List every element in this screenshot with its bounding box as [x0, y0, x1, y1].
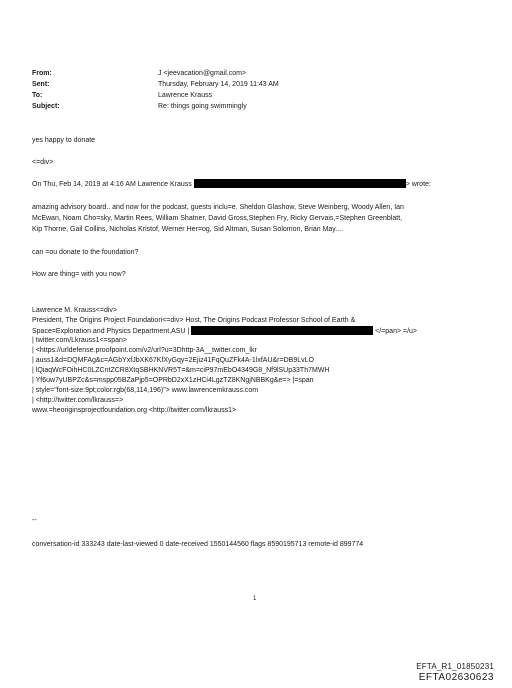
signature-line-end: </=pan> =/u> — [375, 328, 418, 335]
to-value: Lawrence Krauss — [158, 92, 213, 99]
para1-line3: Kip Thorne, Gail Collins, Nicholas Kristof, Werner Her=og, Sid Altman, Susan Solomon, Brian May.... — [32, 226, 344, 233]
quote-intro — [32, 179, 431, 190]
from-label: From: — [32, 70, 52, 77]
sent-label: Sent: — [32, 81, 50, 88]
signature-line: | lQiaqWcFOihHC0LZCntZCR8XtqSBHKNVR5T=&m=ciP97mEbO4349G8_Nf9lSUp33Th7MWH — [32, 367, 330, 374]
signature-line: President, The Origins Project Foundation<=div> Host, The Origins Podcast Professor School of Earth & — [32, 317, 356, 324]
signature-line: | Yf6uw7yUBPZc&s=mspp05BZaPjp5=OPRbD2xX1zHCi4LgzTZ8KNgjNBBKg&e=> |=span — [32, 377, 314, 384]
para1-line1: amazing advisory board.. and now for the podcast, guests inclu=e. Sheldon Glashow, Steve Weinberg, Woody Allen, Ian — [32, 204, 404, 211]
signature-line — [32, 326, 417, 337]
conversation-metadata: conversation-id 333243 date-last-viewed 0 date-received 1550144560 flags 8590195713 remote-id 899774 — [32, 541, 364, 548]
signature-line: | style="font-size:9pt;color:rgb(68,114,196)"> www.lawrencemkrauss.com — [32, 387, 259, 394]
quote-intro-end: > wrote: — [405, 181, 431, 188]
signature-line: Lawrence M. Krauss<=div> — [32, 307, 118, 314]
redaction-bar — [194, 179, 406, 188]
from-value: J <jeevacation@gmail.com> — [158, 70, 247, 77]
signature-line-start: Space=Exploration and Physics Department,ASU | — [32, 328, 190, 335]
sent-value: Thursday, February 14, 2019 11:43 AM — [158, 81, 279, 88]
signature-line: | twitter.com/Lkrauss1<=span> — [32, 337, 128, 344]
quote-intro-start: On Thu, Feb 14, 2019 at 4:16 AM Lawrence Krauss — [32, 181, 192, 188]
signature-line: | <https://urldefense.proofpoint.com/v2/url?u=3Dhttp-3A__twitter.com_lkr — [32, 347, 257, 354]
separator-dashes: -- — [32, 517, 37, 524]
redaction-bar — [191, 326, 373, 335]
page-number: 1 — [253, 596, 257, 602]
question-how-are-things: How are thing= with you now? — [32, 271, 126, 278]
reply-text: yes happy to donate — [32, 137, 96, 144]
div-tag-text: <=div> — [32, 159, 54, 166]
to-label: To: — [32, 92, 43, 99]
subject-value: Re: things going swimmingly — [158, 103, 247, 110]
signature-line: | <http://twitter.com/lkrauss=> — [32, 397, 124, 404]
question-donate: can =ou donate to the foundation? — [32, 249, 139, 256]
para1-line2: McEwan, Noam Cho=sky, Martin Rees, William Shatner, David Gross,Stephen Fry, Ricky Gervais,=Stephen Greenblatt, — [32, 215, 403, 222]
signature-line: www.=heoriginsprojectfoundation.org <http://twitter.com/lkrauss1> — [32, 407, 237, 414]
document-id-small: EFTA_R1_01850231 — [416, 662, 494, 671]
signature-line: | auss1&d=DQMFAg&c=AGbYxfJbXK67KfXyGqy=2Ejiz41FqQuZFk4A-1lxfAU&r=DB9LvLO — [32, 357, 314, 364]
subject-label: Subject: — [32, 103, 60, 110]
document-id: EFTA02630623 — [418, 672, 494, 683]
